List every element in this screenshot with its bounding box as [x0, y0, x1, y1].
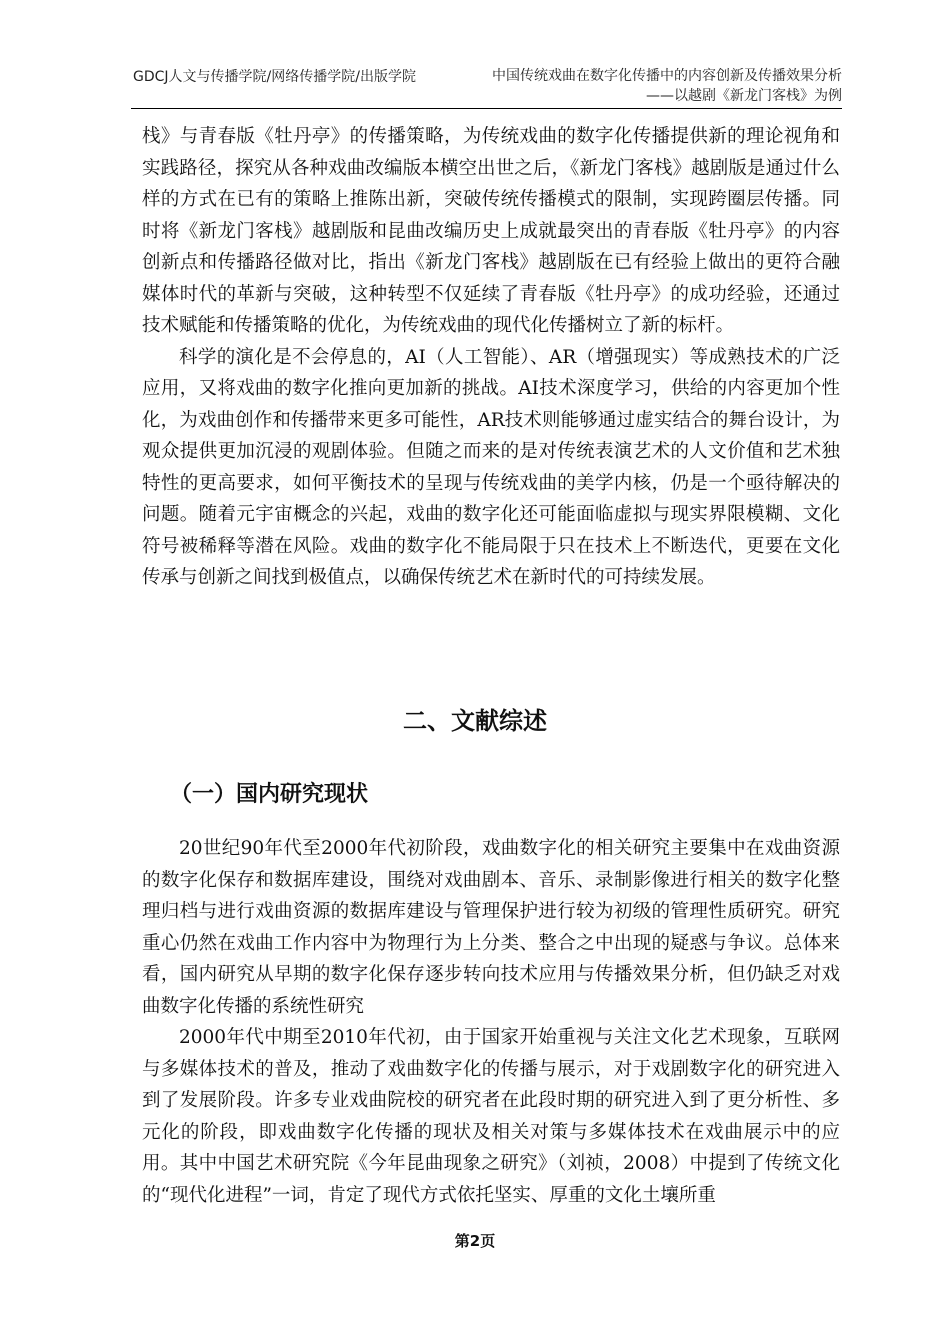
- header-institution: GDCJ人文与传播学院/网络传播学院/出版学院: [133, 69, 416, 85]
- body-text-top: [142, 121, 840, 594]
- subsection-heading: （一）国内研究现状: [170, 782, 369, 807]
- body-text-bottom: [142, 833, 840, 1211]
- section-heading: 二、文献综述: [403, 707, 547, 735]
- header-title-block: [492, 66, 842, 106]
- header-title-line2: ——以越剧《新龙门客栈》为例: [646, 88, 842, 104]
- paragraph-ai-ar: 科学的演化是不会停息的，AI（人工智能）、AR（增强现实）等成熟技术的广泛应用，又将戏曲的数字化推向更加新的挑战。AI技术深度学习，供给的内容更加个性化，为戏曲创作和传播带来更多可能性，AR技术则能够通过虚实结合的舞台设计，为观众提供更加沉浸的观剧体验。但随之而来的是对传统表演艺术的人文价值和艺术独特性的更高要求，如何平衡技术的呈现与传统戏曲的美学内核，仍是一个亟待解决的问题。随着元宇宙概念的兴起，戏曲的数字化还可能面临虚拟与现实界限模糊、文化符号被稀释等潜在风险。戏曲的数字化不能局限于只在技术上不断迭代，更要在文化传承与创新之间找到极值点，以确保传统艺术在新时代的可持续发展。: [142, 346, 840, 588]
- paragraph-2000s: 2000年代中期至2010年代初，由于国家开始重视与关注文化艺术现象，互联网与多媒体技术的普及，推动了戏曲数字化的传播与展示，对于戏剧数字化的研究进入到了发展阶段。许多专业戏曲院校的研究者在此段时期的研究进入到了更分析性、多元化的阶段，即戏曲数字化传播的现状及相关对策与多媒体技术在戏曲展示中的应用。其中中国艺术研究院《今年昆曲现象之研究》（刘祯，2008）中提到了传统文化的“现代化进程”一词，肯定了现代方式依托坚实、厚重的文化土壤所重: [142, 1027, 840, 1206]
- header-divider: [131, 108, 842, 109]
- header-title-line1: 中国传统戏曲在数字化传播中的内容创新及传播效果分析: [492, 68, 842, 84]
- paragraph-1990s: 20世纪90年代至2000年代初阶段，戏曲数字化的相关研究主要集中在戏曲资源的数字化保存和数据库建设，围绕对戏曲剧本、音乐、录制影像进行相关的数字化整理归档与进行戏曲资源的数据库建设与管理保护进行较为初级的管理性质研究。研究重心仍然在戏曲工作内容中为物理行为上分类、整合之中出现的疑惑与争议。总体来看，国内研究从早期的数字化保存逐步转向技术应用与传播效果分析，但仍缺乏对戏曲数字化传播的系统性研究: [142, 838, 840, 1017]
- page-number: 第2页: [454, 1232, 496, 1250]
- paragraph-continued: 栈》与青春版《牡丹亭》的传播策略，为传统戏曲的数字化传播提供新的理论视角和实践路径，探究从各种戏曲改编版本横空出世之后，《新龙门客栈》越剧版是通过什么样的方式在已有的策略上推陈出新，突破传统传播模式的限制，实现跨圈层传播。同时将《新龙门客栈》越剧版和昆曲改编历史上成就最突出的青春版《牡丹亭》的内容创新点和传播路径做对比，指出《新龙门客栈》越剧版在已有经验上做出的更符合融媒体时代的革新与突破，这种转型不仅延续了青春版《牡丹亭》的成功经验，还通过技术赋能和传播策略的优化，为传统戏曲的现代化传播树立了新的标杆。: [142, 126, 840, 336]
